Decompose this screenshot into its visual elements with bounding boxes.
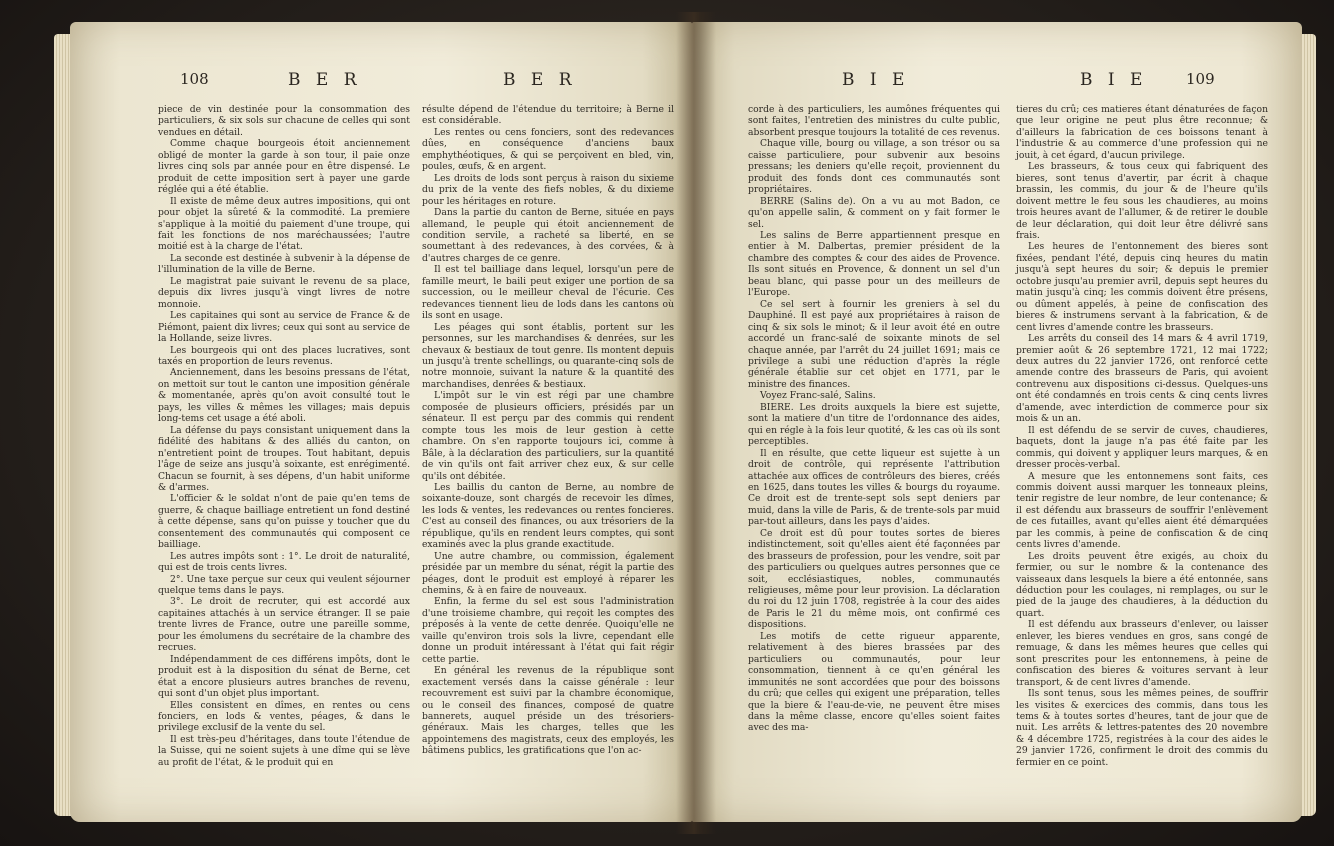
paragraph: Ce droit est dû pour toutes sortes de bieres indistinctement, soit qu'elles aient été façonnées par des brasseurs de profession, pour les vendre, soit par des particuliers ou quelques autres personnes que ce soit, ecclésiastiques, nobles, communautés religieuses, même pour leur provision. La déclaration du roi du 12 juin 1708, registrée à la cour des aides de Paris le 21 du même mois, ont confirmé ces dispositions. — [748, 527, 1000, 631]
open-book — [40, 12, 1320, 834]
paragraph: Il est tel bailliage dans lequel, lorsqu'un pere de famille meurt, le baili peut exiger une portion de sa succession, ou le meilleur cheval de l'écurie. Ces redevances tiennent lieu de lods dans les cantons où ils sont en usage. — [422, 264, 674, 322]
paragraph: Ce sel sert à fournir les greniers à sel du Dauphiné. Il est payé aux propriétaires à raison de cinq & six sols le minot; & il leur avoit été en outre accordé un franc-salé de soixante minots de sel chaque année, par l'arrêt du 24 juillet 1691; mais ce privilege a subi une réduction d'après la régle générale établie sur cet objet en 1771, par le ministre des finances. — [748, 298, 1000, 390]
paragraph: tieres du crû; ces matieres étant dénaturées de façon que leur origine ne peut plus être reconnue; & d'ailleurs la fabrication de ces boissons tenant à l'industrie & au commerce d'une profession qui ne jouit, à cet égard, d'aucun privilege. — [1016, 104, 1268, 161]
paragraph: Le magistrat paie suivant le revenu de sa place, depuis dix livres jusqu'à vingt livres de notre monnoie. — [158, 275, 410, 310]
book-gutter — [676, 12, 716, 834]
right-header-word-1: B I E — [842, 70, 910, 90]
paragraph: Il est défendu aux brasseurs d'enlever, ou laisser enlever, les bieres vendues en gros, sans congé de remuage, & dans les mêmes heures que celles qui sont prescrites pour les entonnemens, à peine de confiscation des bieres & voitures servant à leur transport, & de cent livres d'amende. — [1016, 619, 1268, 688]
paragraph: L'officier & le soldat n'ont de paie qu'en tems de guerre, & chaque bailliage entretient un fond destiné à cette dépense, sans qu'on puisse y toucher que du consentement des communautés qui composent ce bailliage. — [158, 493, 410, 551]
left-page-column-1 — [158, 104, 410, 768]
paragraph: Les arrêts du conseil des 14 mars & 4 avril 1719, premier août & 26 septembre 1721, 12 mai 1722; deux autres du 22 janvier 1726, ont renforcé cette amende contre des brasseurs de Paris, qui avoient contrevenu aux dispositions ci-dessus. Quelques-uns ont été condamnés en trois cents & cinq cents livres d'amende, avec interdiction de commerce pour six mois & un an. — [1016, 333, 1268, 425]
right-page-column-2 — [1016, 104, 1268, 768]
paragraph: Anciennement, dans les besoins pressans de l'état, on mettoit sur tout le canton une imposition générale & momentanée, après qu'on avoit consulté tout le pays, les villes & mêmes les villages; mais depuis long-tems cet usage a été aboli. — [158, 367, 410, 425]
right-page — [692, 22, 1302, 822]
paragraph: Les motifs de cette rigueur apparente, relativement à des bieres brassées par des particuliers ou communautés, pour leur consommation, tiennent à ce qu'en général les immunités ne sont accordées que pour des boissons du crû; que celles qui exigent une préparation, telles que la biere & l'eau-de-vie, ne peuvent être mises dans la même classe, encore qu'elles soient faites avec des ma- — [748, 630, 1000, 734]
paragraph: La seconde est destinée à subvenir à la dépense de l'illumination de la ville de Berne. — [158, 252, 410, 276]
paragraph: Les baillis du canton de Berne, au nombre de soixante-douze, sont chargés de recevoir les dîmes, les lods & ventes, les redevances ou rentes foncieres. C'est au conseil des finances, ou aux trésoriers de la république, qu'ils en rendent leurs comptes, qui sont examinés avec la plus grande exactitude. — [422, 481, 674, 551]
right-running-header — [692, 70, 1302, 96]
paragraph: La défense du pays consistant uniquement dans la fidélité des habitans & des alliés du canton, on n'entretient point de troupes. Tout habitant, depuis l'âge de seize ans jusqu'à soixante, est enrégimenté. Chacun se fournit, à ses dépens, d'un habit uniforme & d'armes. — [158, 424, 410, 493]
paragraph: Enfin, la ferme du sel est sous l'administration d'une troisieme chambre, qui reçoit les comptes des préposés à la vente de cette denrée. Quoiqu'elle ne vaille qu'environ trois sols la livre, cependant elle donne un produit intéressant à l'état qui fait régir cette partie. — [422, 596, 674, 665]
paragraph: Dans la partie du canton de Berne, située en pays allemand, le peuple qui étoit anciennement de condition servile, a racheté sa liberté, en se soumettant à des redevances, à des corvées, & à d'autres charges de ce genre. — [422, 207, 674, 264]
paragraph: Ils sont tenus, sous les mêmes peines, de souffrir les visites & exercices des commis, dans tous les tems & à toutes sortes d'heures, tant de jour que de nuit. Les arrêts & lettres-patentes des 20 novembre & 4 décembre 1725, registrées à la cour des aides le 29 janvier 1726, confirment le droit des commis du fermier en ce point. — [1016, 688, 1268, 768]
paragraph: Les salins de Berre appartiennent presque en entier à M. Dalbertas, premier président de la chambre des comptes & cour des aides de Provence. Ils sont situés en Provence, & donnent un sel d'un beau blanc, qui passe pour un des meilleurs de l'Europe. — [748, 229, 1000, 299]
paragraph: Les rentes ou cens fonciers, sont des redevances dûes, en conséquence d'anciens baux emphythéotiques, & qui se perçoivent en bled, vin, poules, œufs, & en argent. — [422, 126, 674, 173]
paragraph: Il est défendu de se servir de cuves, chaudieres, baquets, dont la jauge n'a pas été faite par les commis, qui doivent y appliquer leurs marques, & en dresser procès-verbal. — [1016, 424, 1268, 471]
paragraph: Les droits peuvent être exigés, au choix du fermier, ou sur le nombre & la contenance des vaisseaux dans lesquels la biere a été entonnée, sans déduction pour les coulages, ni remplages, ou sur le pied de la jauge des chaudieres, à la déduction du quart. — [1016, 550, 1268, 619]
paragraph: Une autre chambre, ou commission, également présidée par un membre du sénat, régit la partie des péages, dont le produit est employé à réparer les chemins, & à en faire de nouveaux. — [422, 550, 674, 597]
left-header-word-2: B E R — [503, 70, 577, 90]
paragraph: Les bourgeois qui ont des places lucratives, sont taxés en proportion de leurs revenus. — [158, 344, 410, 367]
paragraph: Les capitaines qui sont au service de France & de Piémont, paient dix livres; ceux qui sont au service de la Hollande, seize livres. — [158, 310, 410, 345]
paragraph: Elles consistent en dîmes, en rentes ou cens fonciers, en lods & ventes, péages, & dans le privilege exclusif de la vente du sel. — [158, 699, 410, 734]
right-page-number: 109 — [1186, 70, 1215, 88]
paragraph: L'impôt sur le vin est régi par une chambre composée de plusieurs officiers, présidés par un sénateur. Il est perçu par des commis qui rendent compte tous les mois de leur gestion à cette chambre. On s'en rapporte toujours ici, comme à Bâle, à la déclaration des particuliers, sur la quantité de vin qu'ils ont fait arriver chez eux, & sur celle qu'ils ont débitée. — [422, 390, 674, 482]
left-page-column-2 — [422, 104, 674, 757]
paragraph: BERRE (Salins de). On a vu au mot Badon, ce qu'on appelle salin, & comment on y fait former le sel. — [748, 195, 1000, 230]
paragraph: Il existe de même deux autres impositions, qui ont pour objet la sûreté & la commodité. La premiere s'applique à la moitié du paiement d'une troupe, qui fait les fonctions de nos maréchaussées; l'autre moitié est à la charge de l'état. — [158, 195, 410, 253]
paragraph: corde à des particuliers, les aumônes fréquentes qui sont faites, l'entretien des ministres du culte public, absorbent presque toujours la totalité de ces revenus. — [748, 104, 1000, 138]
paragraph: résulte dépend de l'étendue du territoire; à Berne il est considérable. — [422, 104, 674, 127]
paragraph: 2°. Une taxe perçue sur ceux qui veulent séjourner quelque tems dans le pays. — [158, 573, 410, 597]
paragraph: Les heures de l'entonnement des bieres sont fixées, pendant l'été, depuis cinq heures du matin jusqu'à sept heures du soir; & depuis le premier octobre jusqu'au premier avril, depuis sept heures du matin jusqu'à cinq; les commis doivent être présens, ou dûment appelés, à peine de confiscation des bieres & instrumens servant à la fabrication, & de cent livres d'amende contre les brasseurs. — [1016, 241, 1268, 333]
paragraph: Indépendamment de ces différens impôts, dont le produit est à la disposition du sénat de Berne, cet état a encore plusieurs autres branches de revenu, qui sont d'un objet plus important. — [158, 653, 410, 700]
paragraph: Voyez Franc-salé, Salins. — [760, 390, 876, 402]
paragraph: Comme chaque bourgeois étoit anciennement obligé de monter la garde à son tour, il paie onze livres cinq sols par année pour en être dispensé. Le produit de cette imposition sert à payer une garde réglée qui a été établie. — [158, 138, 410, 196]
right-page-column-1 — [748, 104, 1000, 734]
paragraph: Les droits de lods sont perçus à raison du sixieme du prix de la vente des fiefs nobles, & du dixieme pour les héritages en roture. — [422, 172, 674, 207]
paragraph: A mesure que les entonnemens sont faits, ces commis doivent aussi marquer les tonneaux pleins, tenir registre de leur nombre, de leur contenance; & il est défendu aux brasseurs de souffrir l'enlèvement de ces futailles, avant qu'elles aient été démarquées par les commis, à peine de confiscation & de cinq cents livres d'amende. — [1016, 470, 1268, 551]
left-header-word-1: B E R — [288, 70, 362, 90]
left-page-number: 108 — [180, 70, 209, 88]
paragraph: Les péages qui sont établis, portent sur les personnes, sur les marchandises & denrées, sur les chevaux & bestiaux de tout genre. Ils montent depuis un jusqu'à trente schellings, ou quarante-cinq sols de notre monnoie, suivant la nature & la quantité des marchandises, denrées & bestiaux. — [422, 321, 674, 390]
paragraph: 3°. Le droit de recruter, qui est accordé aux capitaines attachés à un service étranger. Il se paie trente livres de France, outre une pareille somme, pour les émolumens du secrétaire de la chambre des recrues. — [158, 596, 410, 654]
left-running-header — [70, 70, 692, 96]
paragraph: BIERE. Les droits auxquels la biere est sujette, sont la matiere d'un titre de l'ordonnance des aides, qui en régle à la fois leur quotité, & les cas où ils sont perceptibles. — [748, 401, 1000, 448]
paragraph: En général les revenus de la république sont exactement versés dans la caisse générale : leur recouvrement est suivi par la chambre économique, ou le conseil des finances, composé de quatre bannerets, auquel préside un des trésoriers-généraux. Mais les charges, telles que les appointemens des magistrats, ceux des employés, les bâtimens publics, les gratifications que l'on ac- — [422, 665, 674, 757]
paragraph: Les autres impôts sont : 1°. Le droit de naturalité, qui est de trois cents livres. — [158, 550, 410, 574]
paragraph: piece de vin destinée pour la consommation des particuliers, & six sols sur chacune de celles qui sont vendues en détail. — [158, 104, 410, 138]
right-header-word-2: B I E — [1080, 70, 1148, 90]
paragraph: Les brasseurs, & tous ceux qui fabriquent des bieres, sont tenus d'avertir, par écrit à chaque brassin, les commis, du jour & de l'heure qu'ils doivent mettre le feu sous les chaudieres, au moins trois heures avant de l'allumer, & de retirer le double de leur déclaration, qui doit leur être délivré sans frais. — [1016, 161, 1268, 241]
paragraph: Il est très-peu d'héritages, dans toute l'étendue de la Suisse, qui ne soient sujets à une dîme qui se lève au profit de l'état, & le produit qui en — [158, 733, 410, 768]
paragraph: Il en résulte, que cette liqueur est sujette à un droit de contrôle, qui représente l'attribution attachée aux offices de contrôleurs des bieres, créés en 1625, dans toutes les villes & bourgs du royaume. Ce droit est de trente-sept sols sept deniers par muid, dans la ville de Paris, & de trente-sols par muid par-tout ailleurs, dans les pays d'aides. — [748, 447, 1000, 528]
left-page — [70, 22, 692, 822]
paragraph: Chaque ville, bourg ou village, a son trésor ou sa caisse particuliere, pour subvenir aux besoins pressans; les deniers qu'elle reçoit, proviennent du produit des fonds dont ces communautés sont propriétaires. — [748, 138, 1000, 196]
